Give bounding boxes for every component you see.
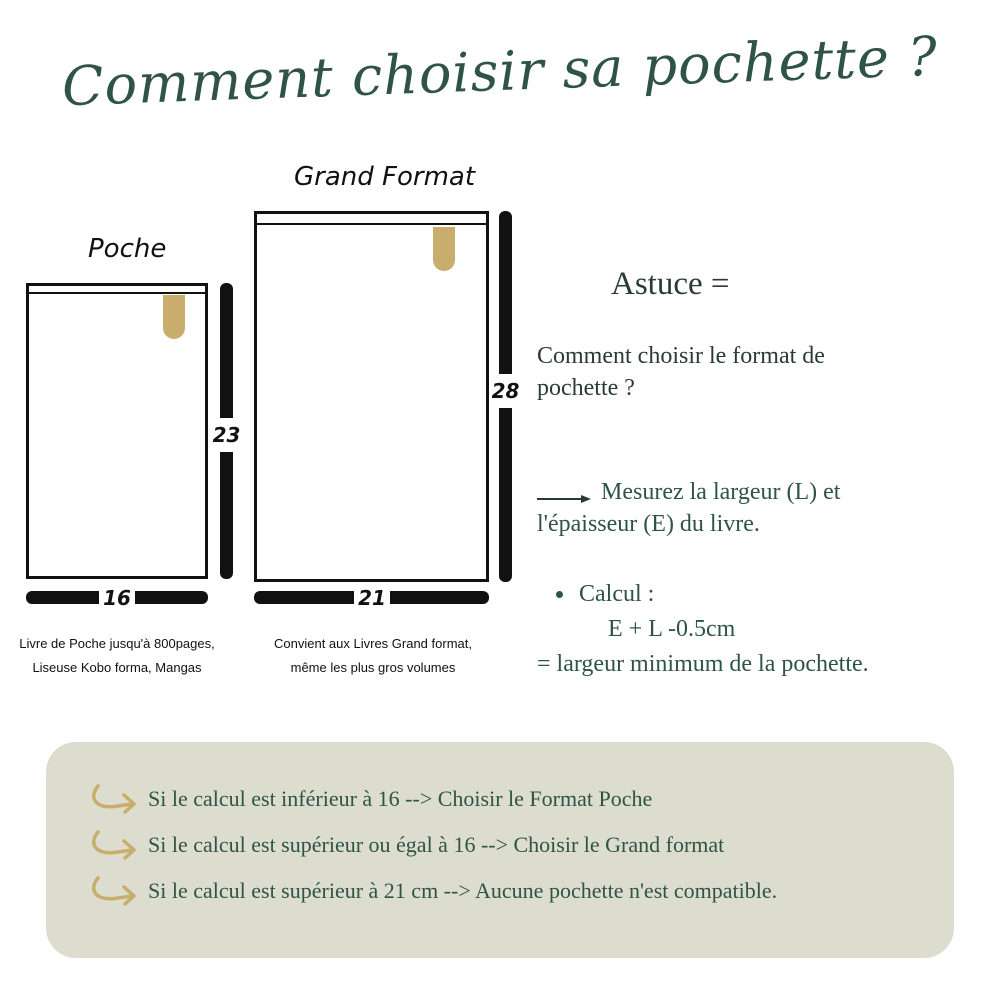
tip-heading: Astuce = [611,266,730,302]
poche-caption [14,632,220,680]
poche-height-value: 23 [211,418,242,452]
poche-caption-line1: Livre de Poche jusqu'à 800pages, [19,636,215,651]
bullet-dot [556,591,563,598]
tip-question-line2: pochette ? [537,375,635,401]
tip-measure-line2: l'épaisseur (E) du livre. [537,511,760,537]
grand-width-value: 21 [354,585,390,611]
tip-measure-line1: Mesurez la largeur (L) et [601,479,841,505]
grand-caption-line1: Convient aux Livres Grand format, [274,636,472,651]
rule-text: Si le calcul est inférieur à 16 --> Choisir le Format Poche [148,786,653,811]
grand-pouch [254,211,489,582]
tip-question-line1: Comment choisir le format de [537,343,825,369]
poche-width-value: 16 [99,585,135,611]
poche-flap [29,286,205,294]
tip-result: = largeur minimum de la pochette. [537,651,869,677]
curved-arrow-icon [88,782,140,816]
poche-closure-tab [163,295,185,339]
grand-caption [262,632,484,680]
tip-calc-label: Calcul : [579,581,655,607]
curved-arrow-icon [88,828,140,862]
grand-caption-line2: même les plus gros volumes [290,660,456,675]
tip-formula: E + L -0.5cm [608,616,736,642]
grand-flap [257,214,486,225]
poche-label: Poche [88,234,167,264]
poche-caption-line2: Liseuse Kobo forma, Mangas [32,660,202,675]
grand-closure-tab [433,227,455,271]
curved-arrow-icon [88,874,140,908]
rule-row [88,874,777,908]
rule-row [88,828,724,862]
page-title: Comment choisir sa pochette ? [61,24,939,119]
poche-pouch [26,283,208,579]
grand-label: Grand Format [294,162,476,192]
tip-question [537,340,825,404]
grand-height-value: 28 [489,374,522,408]
rule-row [88,782,652,816]
rule-text: Si le calcul est supérieur à 21 cm --> Aucune pochette n'est compatible. [148,878,778,903]
right-arrow-icon [537,490,591,498]
rule-text: Si le calcul est supérieur ou égal à 16 --> Choisir le Grand format [148,832,725,857]
